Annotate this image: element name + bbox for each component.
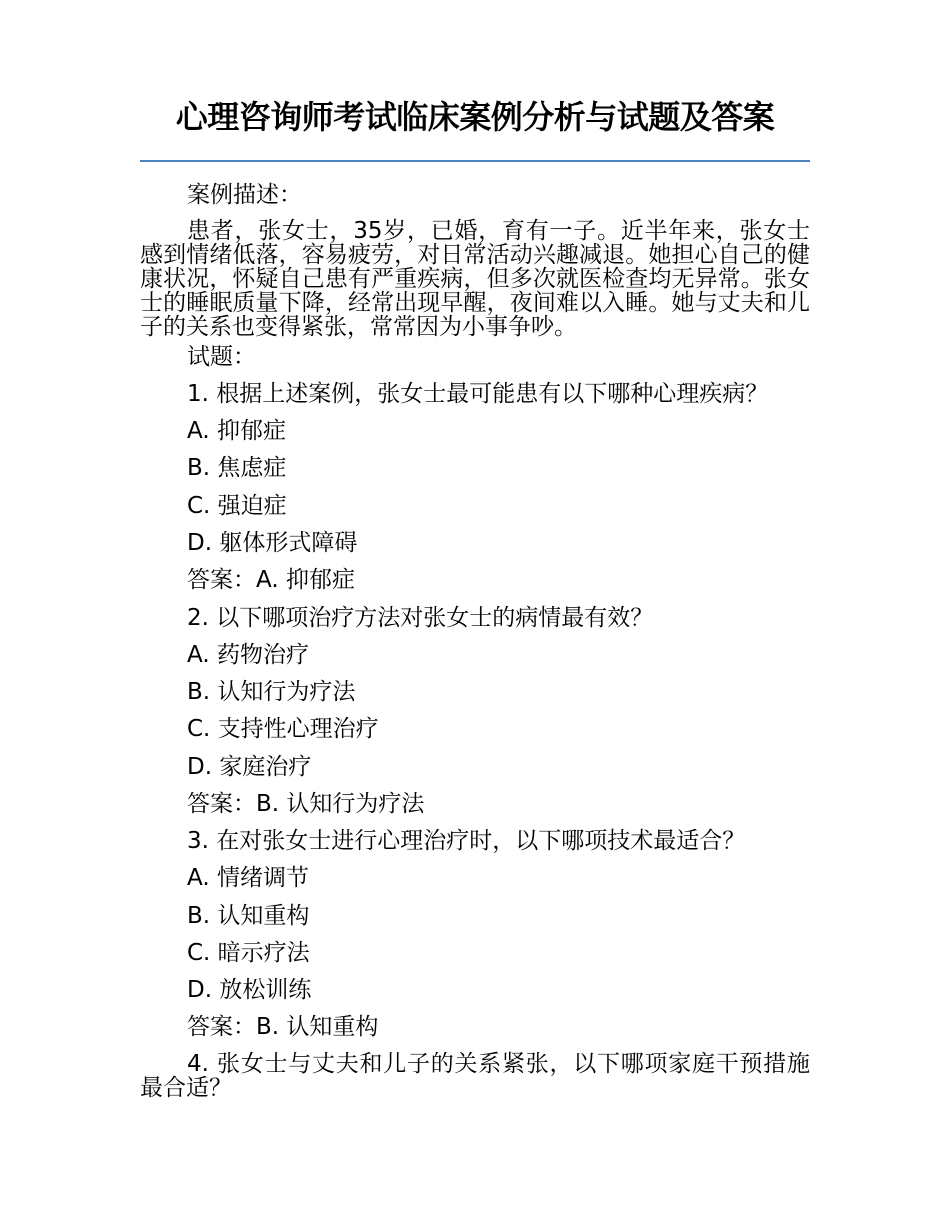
question-1-option-a: A. 抑郁症	[187, 418, 286, 444]
question-3-option-c: C. 暗示疗法	[187, 940, 310, 966]
question-2-option-c: C. 支持性心理治疗	[187, 716, 379, 742]
question-2-option-a: A. 药物治疗	[187, 642, 309, 668]
question-2-stem: 2. 以下哪项治疗方法对张女士的病情最有效？	[187, 605, 654, 631]
question-1-stem: 1. 根据上述案例，张女士最可能患有以下哪种心理疾病？	[187, 381, 769, 407]
question-3-stem: 3. 在对张女士进行心理治疗时，以下哪项技术最适合？	[187, 828, 746, 854]
case-description: 患者，张女士，35岁，已婚，育有一子。近半年来，张女士感到情绪低落，容易疲劳，对日常活动兴趣减退。她担心自己的健康状况，怀疑自己患有严重疾病，但多次就医检查均无异常。张女士的睡眠质量下降，经常出现早醒，夜间难以入睡。她与丈夫和儿子的关系也变得紧张，常常因为小事争吵。	[140, 218, 810, 340]
question-1-option-c: C. 强迫症	[187, 493, 287, 519]
question-2-option-d: D. 家庭治疗	[187, 754, 312, 780]
question-2-option-b: B. 认知行为疗法	[187, 679, 356, 705]
question-3-option-b: B. 认知重构	[187, 903, 310, 929]
question-2-answer: 答案：B. 认知行为疗法	[187, 791, 425, 817]
question-1-option-d: D. 躯体形式障碍	[187, 530, 358, 556]
question-4-stem: 4. 张女士与丈夫和儿子的关系紧张，以下哪项家庭干预措施最合适？	[140, 1051, 810, 1101]
title-underline	[140, 160, 810, 162]
document-title: 心理咨询师考试临床案例分析与试题及答案	[175, 98, 775, 136]
question-1-option-b: B. 焦虑症	[187, 455, 287, 481]
question-3-option-a: A. 情绪调节	[187, 865, 309, 891]
question-1-answer: 答案：A. 抑郁症	[187, 567, 355, 593]
case-heading: 案例描述：	[187, 182, 302, 208]
questions-heading: 试题：	[187, 344, 256, 370]
question-3-answer: 答案：B. 认知重构	[187, 1014, 379, 1040]
question-3-option-d: D. 放松训练	[187, 977, 312, 1003]
